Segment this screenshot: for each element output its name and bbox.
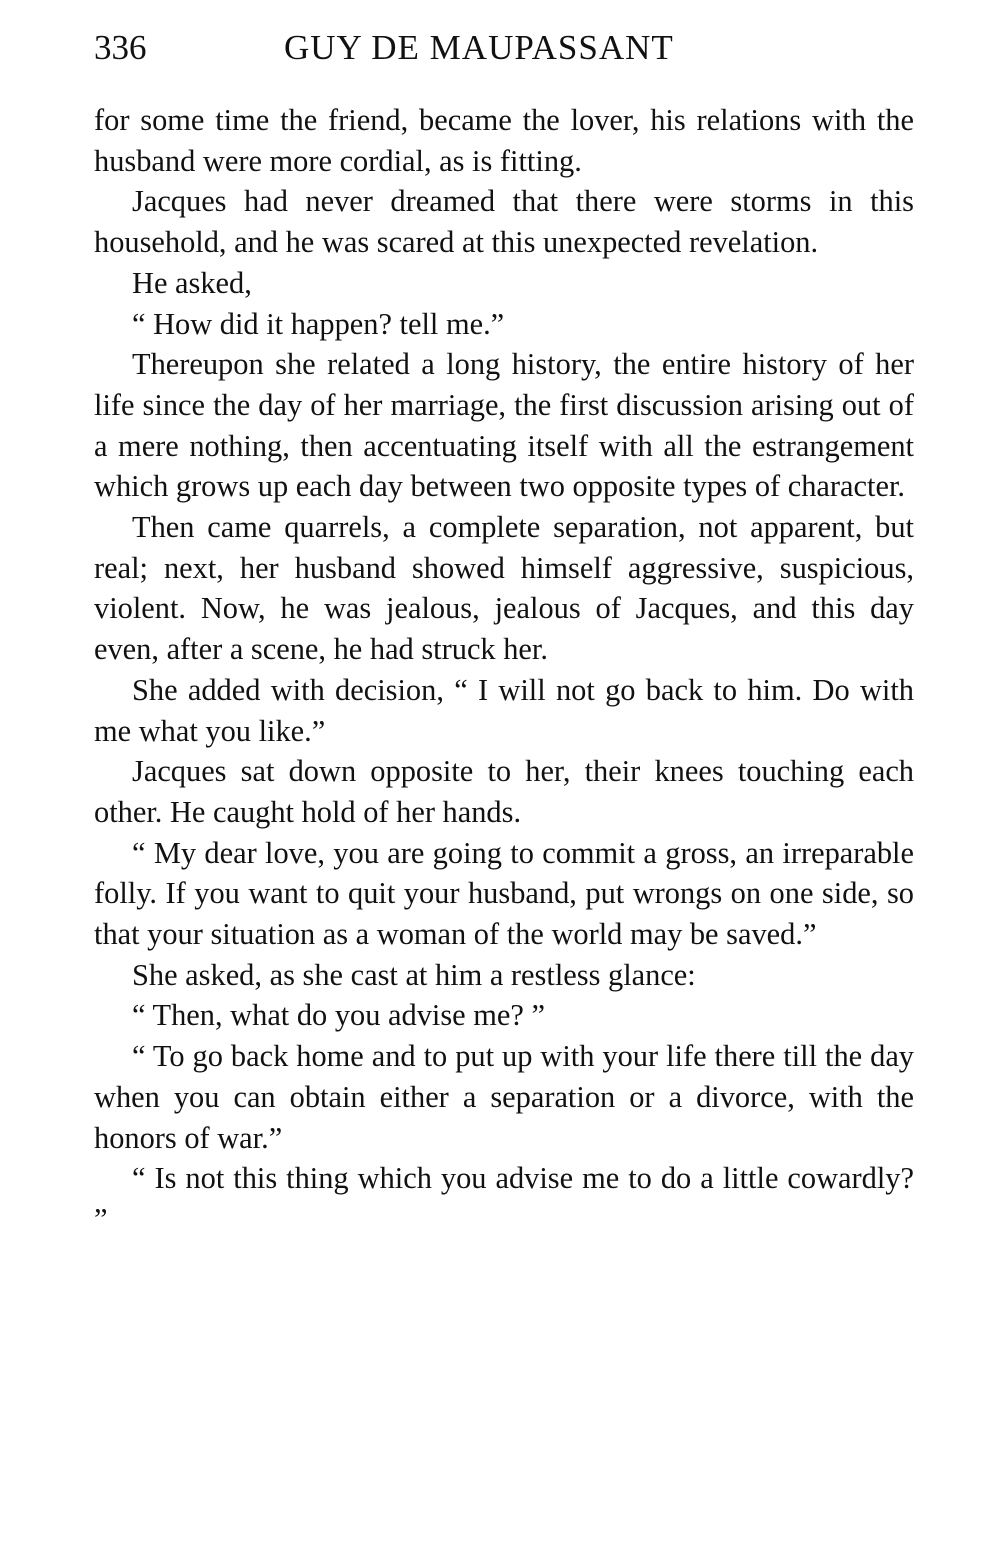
paragraph: She asked, as she cast at him a restless glance: xyxy=(132,957,696,992)
paragraph: Then came quarrels, a complete separation, not apparent, but real; next, her husband showed himself aggressive, suspicious, violent. Now, he was jealous, jealous of Jacques, and this day even, after a scene, he had struck her. xyxy=(94,510,914,667)
paragraph-continuation: for some time the friend, became the lover, his relations with the husband were more cordial, as is fitting. xyxy=(94,103,914,178)
running-head xyxy=(94,22,914,82)
body-text xyxy=(94,100,914,1240)
paragraph: Jacques had never dreamed that there were storms in this household, and he was scared at this unexpected revelation. xyxy=(94,184,914,260)
paragraph: “ Is not this thing which you advise me to do a little cowardly? ” xyxy=(94,1161,914,1236)
paragraph: “ Then, what do you advise me? ” xyxy=(132,998,545,1033)
paragraph: “ My dear love, you are going to commit a gross, an irreparable folly. If you want to quit your husband, put wrongs on one side, so that your situation as a woman of the world may be saved.” xyxy=(94,835,914,952)
paragraph: Thereupon she related a long history, the entire history of her life since the day of her marriage, the first discussion arising out of a mere nothing, then accentuating itself with all the estrangement which grows up each day between two opposite types of character. xyxy=(94,347,914,504)
page-number: 336 xyxy=(94,28,147,67)
paragraph: She added with decision, “ I will not go back to him. Do with me what you like.” xyxy=(94,672,914,748)
paragraph: “ How did it happen? tell me.” xyxy=(132,306,505,341)
paragraph: “ To go back home and to put up with your life there till the day when you can obtain either a separation or a divorce, with the honors of war.” xyxy=(94,1039,914,1155)
paragraph: He asked, xyxy=(132,265,252,300)
paragraph: Jacques sat down opposite to her, their knees touching each other. He caught hold of her hands. xyxy=(94,754,914,829)
running-title: GUY DE MAUPASSANT xyxy=(284,28,674,67)
book-page xyxy=(94,22,914,1240)
